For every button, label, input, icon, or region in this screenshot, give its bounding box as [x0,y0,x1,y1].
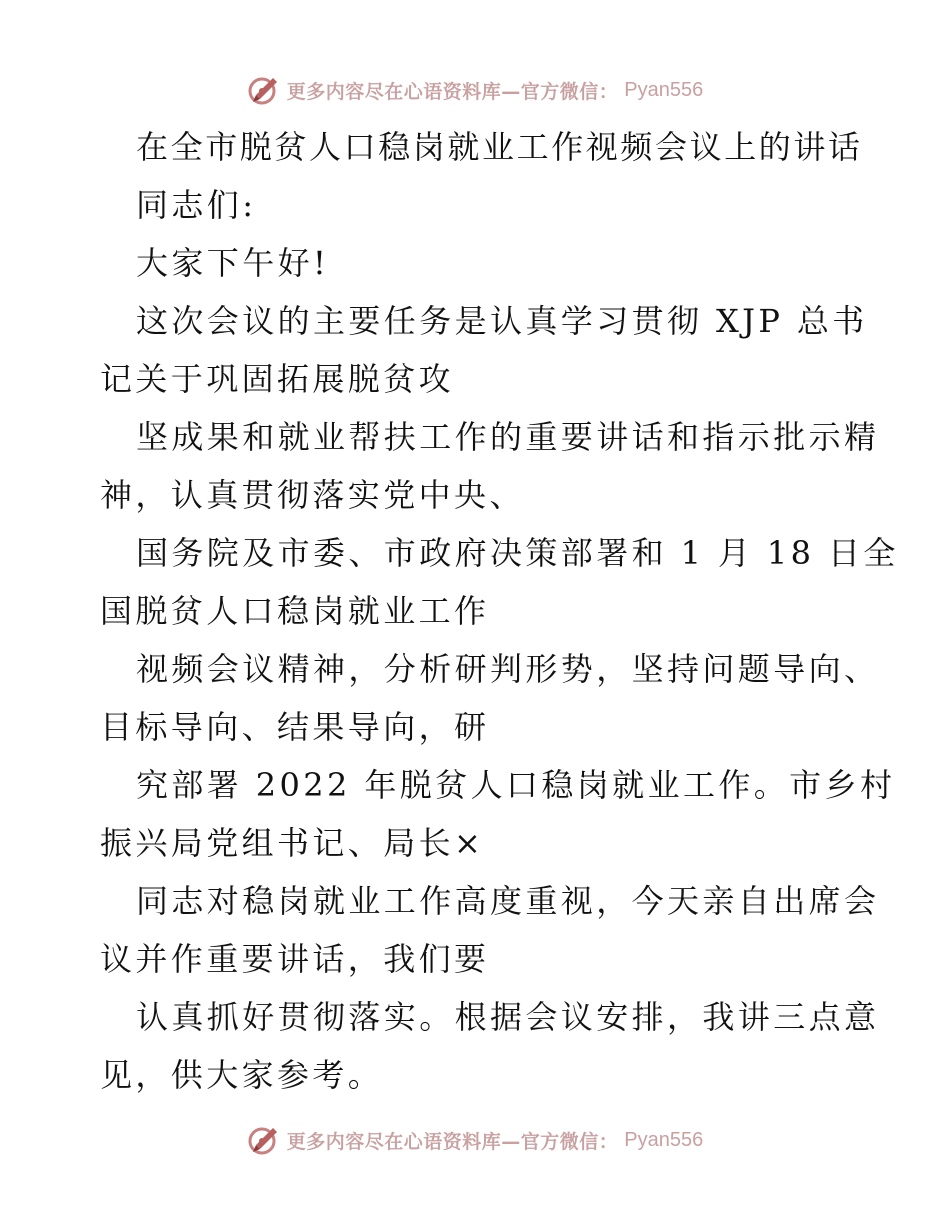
salutation: 同志们: [136,186,257,224]
paragraph-line: 国务院及市委、市政府决策部署和 1 月 18 日全 [136,534,899,572]
paragraph-line: 同志对稳岗就业工作高度重视，今天亲自出席会 [136,882,880,920]
watermark-text: 更多内容尽在心语资料库—官方微信： [286,80,619,103]
watermark-handle: Pyan556 [624,1128,704,1151]
paragraph-line: 振兴局党组书记、局长× [100,824,485,862]
paragraph-line: 目标导向、结果导向，研 [100,708,490,746]
header-watermark [0,70,950,110]
greeting: 大家下午好! [136,244,330,282]
paragraph-line: 记关于巩固拓展脱贫攻 [100,360,455,398]
document-body [100,118,899,1104]
paragraph-line: 视频会议精神，分析研判形势，坚持问题导向、 [136,650,880,688]
document-title: 在全市脱贫人口稳岗就业工作视频会议上的讲话 [136,128,863,166]
paragraph-line: 神，认真贯彻落实党中央、 [100,476,525,514]
paragraph-line: 议并作重要讲话，我们要 [100,940,490,978]
paragraph-line: 国脱贫人口稳岗就业工作 [100,592,490,630]
footer-watermark [0,1120,950,1160]
paragraph-line: 见，供大家参考。 [100,1056,384,1094]
watermark-handle: Pyan556 [624,78,704,101]
pen-logo-icon [247,1123,281,1157]
paragraph-line: 这次会议的主要任务是认真学习贯彻 XJP 总书 [136,302,868,340]
watermark-text: 更多内容尽在心语资料库—官方微信： [286,1130,619,1153]
paragraph-line: 究部署 2022 年脱贫人口稳岗就业工作。市乡村 [136,766,896,804]
paragraph-line: 认真抓好贯彻落实。根据会议安排，我讲三点意 [136,998,880,1036]
pen-logo-icon [247,73,281,107]
paragraph-line: 坚成果和就业帮扶工作的重要讲话和指示批示精 [136,418,880,456]
